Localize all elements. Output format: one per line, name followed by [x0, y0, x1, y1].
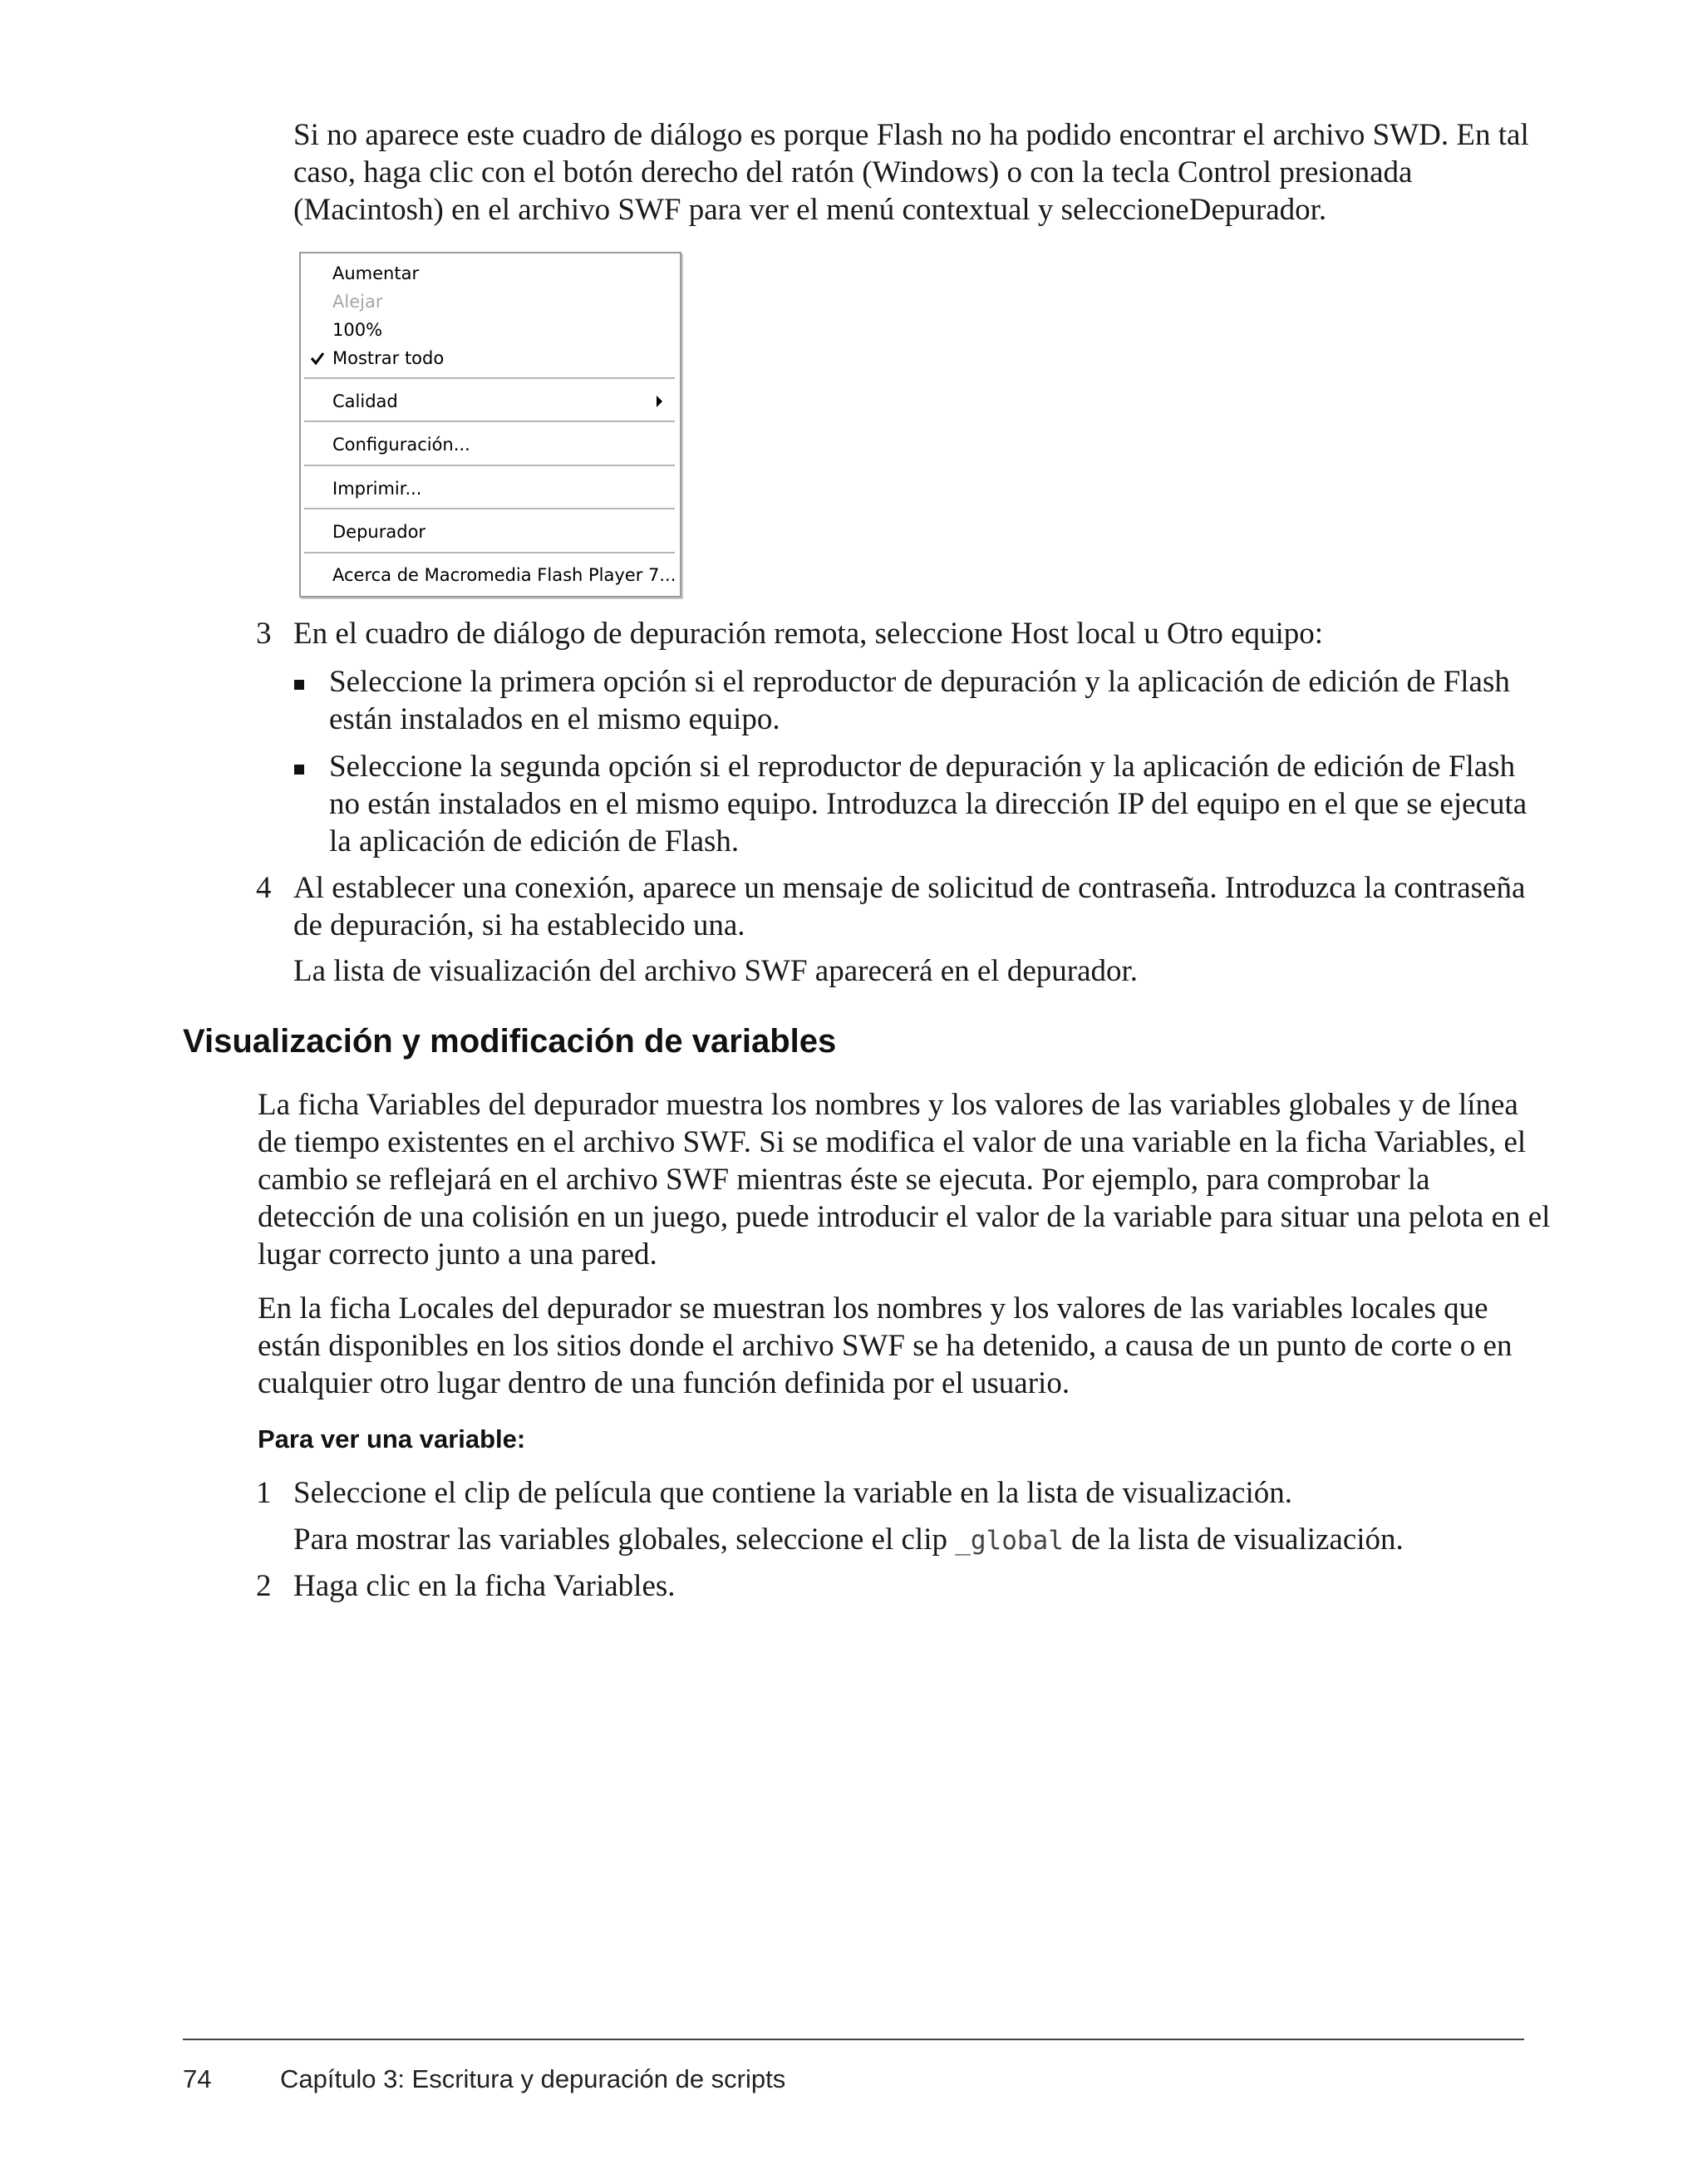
menu-separator	[304, 508, 675, 510]
bullet-icon	[294, 765, 304, 775]
step-number: 2	[256, 1569, 272, 1603]
checkmark-icon	[308, 349, 327, 367]
procedure-heading: Para ver una variable:	[258, 1424, 526, 1454]
menu-item-debugger[interactable]: Depurador	[332, 522, 426, 542]
bullet-item: Seleccione la primera opción si el reproductor de depuración y la aplicación de edición de Flash están instalados en el mismo equipo.	[329, 665, 1510, 736]
menu-item-about[interactable]: Acerca de Macromedia Flash Player 7...	[332, 565, 676, 585]
menu-separator	[304, 465, 675, 467]
menu-separator	[304, 377, 675, 380]
menu-separator	[304, 421, 675, 423]
menu-item-zoom-out: Alejar	[332, 292, 383, 312]
step-4-text: Al establecer una conexión, aparece un mensaje de solicitud de contraseña. Introduzca la contraseña de depuración, si ha establecido una.	[293, 871, 1526, 942]
chapter-title: Capítulo 3: Escritura y depuración de scripts	[280, 2064, 786, 2093]
step-4-note: La lista de visualización del archivo SWF aparecerá en el depurador.	[293, 954, 1139, 988]
code-global: _global	[955, 1526, 1064, 1556]
step-1-note	[293, 1521, 1540, 1560]
note-text: Para mostrar las variables globales, seleccione el clip	[293, 1522, 956, 1557]
section-heading: Visualización y modificación de variables	[183, 1023, 837, 1060]
bullet-item: Seleccione la segunda opción si el reproductor de depuración y la aplicación de edición de Flash no están instalados en el mismo equipo. Introduzca la dirección IP del equipo en el que se ejecuta la aplicación de edición de Flash.	[329, 750, 1527, 858]
page-number: 74	[183, 2064, 212, 2093]
context-menu	[299, 252, 681, 598]
menu-item-zoom-in[interactable]: Aumentar	[332, 263, 420, 283]
menu-item-print[interactable]: Imprimir...	[332, 479, 422, 499]
step-number: 4	[256, 871, 272, 905]
step-2-text: Haga clic en la ficha Variables.	[293, 1569, 676, 1603]
bullet-icon	[294, 680, 304, 690]
menu-item-quality[interactable]: Calidad	[332, 391, 398, 411]
step-number: 3	[256, 617, 272, 651]
section-paragraph: En la ficha Locales del depurador se muestran los nombres y los valores de las variables locales que están disponibles en los sitios donde el archivo SWF se ha detenido, a causa de un punto de corte o en cualquier otro lugar dentro de una función definida por el usuario.	[258, 1291, 1513, 1400]
menu-separator	[304, 552, 675, 554]
step-1-text: Seleccione el clip de película que contiene la variable en la lista de visualización.	[293, 1476, 1292, 1510]
intro-paragraph: Si no aparece este cuadro de diálogo es porque Flash no ha podido encontrar el archivo SWD. En tal caso, haga clic con el botón derecho del ratón (Windows) o con la tecla Control presionada (Macintosh) en el archivo SWF para ver el menú contextual y seleccioneDepurador.	[293, 118, 1529, 227]
menu-item-show-all: Mostrar todo	[332, 348, 445, 368]
menu-item-100-percent[interactable]: 100%	[332, 320, 383, 340]
menu-item-show-all-row[interactable]	[301, 346, 675, 371]
menu-item-settings[interactable]: Configuración...	[332, 435, 470, 455]
section-paragraph: La ficha Variables del depurador muestra los nombres y los valores de las variables globales y de línea de tiempo existentes en el archivo SWF. Si se modifica el valor de una variable en la ficha Variables, el cambio se reflejará en el archivo SWF mientras éste se ejecuta. Por ejemplo, para comprobar la detección de una colisión en un juego, puede introducir el valor de la variable para situar una pelota en el lugar correcto junto a una pared.	[258, 1088, 1551, 1272]
step-number: 1	[256, 1476, 272, 1510]
note-text: de la lista de visualización.	[1063, 1522, 1404, 1557]
step-3-text: En el cuadro de diálogo de depuración remota, seleccione Host local u Otro equipo:	[293, 617, 1324, 651]
submenu-arrow-icon	[657, 396, 662, 407]
footer-rule	[183, 2039, 1524, 2040]
